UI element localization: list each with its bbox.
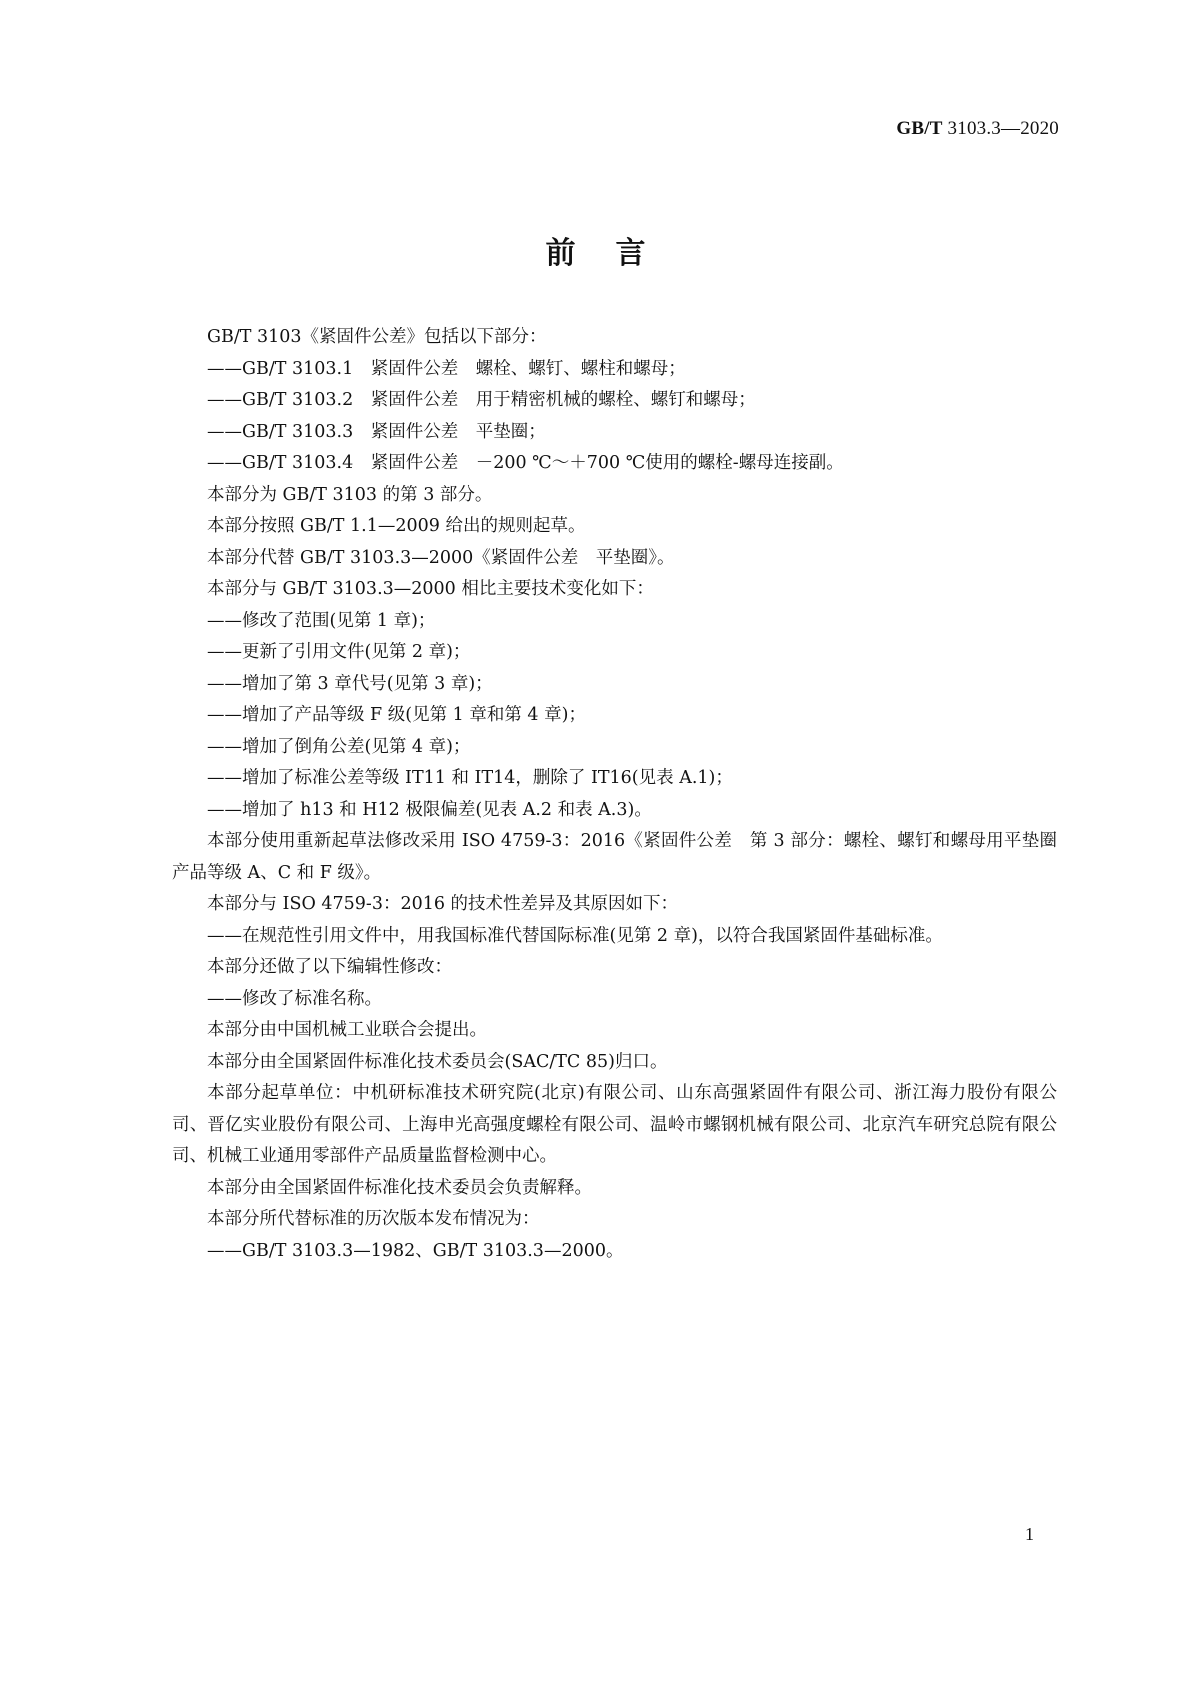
list-item-part-2: ——GB/T 3103.2 紧固件公差 用于精密机械的螺栓、螺钉和螺母；	[207, 390, 756, 410]
page-title: 前言	[545, 236, 686, 271]
paragraph-under-jurisdiction: 本部分由全国紧固件标准化技术委员会(SAC/TC 85)归口。	[207, 1051, 668, 1072]
list-item-part-3: ——GB/T 3103.3 紧固件公差 平垫圈；	[207, 421, 546, 442]
paragraph-editorial-intro: 本部分还做了以下编辑性修改：	[207, 957, 452, 977]
paragraph-intro: GB/T 3103《紧固件公差》包括以下部分：	[207, 327, 547, 347]
list-item-change: ——增加了产品等级 F 级(见第 1 章和第 4 章)；	[207, 705, 586, 725]
paragraph-differences-intro: 本部分与 ISO 4759-3：2016 的技术性差异及其原因如下：	[207, 894, 679, 914]
foreword-body	[172, 322, 1075, 1267]
paragraph-drafting-units: 本部分起草单位：中机研标准技术研究院(北京)有限公司、山东高强紧固件有限公司、浙江海力股份有限公司、晋亿实业股份有限公司、上海申光高强度螺栓有限公司、温岭市螺钢机械有限公司、北京汽车研究总院有限公司、机械工业通用零部件产品质量监督检测中心。	[172, 1083, 1057, 1166]
list-item-change: ——增加了第 3 章代号(见第 3 章)；	[207, 673, 493, 694]
list-item-difference: ——在规范性引用文件中，用我国标准代替国际标准(见第 2 章)，以符合我国紧固件基础标准。	[207, 925, 943, 946]
paragraph-history-intro: 本部分所代替标准的历次版本发布情况为：	[207, 1209, 540, 1229]
list-item-change: ——修改了范围(见第 1 章)；	[207, 610, 436, 631]
list-item-change: ——增加了标准公差等级 IT11 和 IT14，删除了 IT16(见表 A.1)；	[207, 768, 733, 788]
paragraph-changes-intro: 本部分与 GB/T 3103.3—2000 相比主要技术变化如下：	[207, 579, 654, 599]
list-item-change: ——增加了 h13 和 H12 极限偏差(见表 A.2 和表 A.3)。	[207, 799, 652, 820]
paragraph-proposed-by: 本部分由中国机械工业联合会提出。	[207, 1020, 487, 1040]
page-header-standard-number	[896, 118, 1059, 140]
standard-number: 3103.3—2020	[942, 118, 1059, 139]
paragraph-drafting-rules: 本部分按照 GB/T 1.1—2009 给出的规则起草。	[207, 516, 586, 536]
paragraph-interpretation: 本部分由全国紧固件标准化技术委员会负责解释。	[207, 1177, 592, 1198]
list-item-editorial: ——修改了标准名称。	[207, 988, 382, 1009]
list-item-part-4: ——GB/T 3103.4 紧固件公差 －200 ℃～＋700 ℃使用的螺栓-螺母连接副。	[207, 453, 844, 473]
list-item-part-1: ——GB/T 3103.1 紧固件公差 螺栓、螺钉、螺柱和螺母；	[207, 358, 686, 379]
list-item-change: ——更新了引用文件(见第 2 章)；	[207, 642, 471, 662]
list-item-history: ——GB/T 3103.3—1982、GB/T 3103.3—2000。	[207, 1240, 624, 1261]
paragraph-part-of: 本部分为 GB/T 3103 的第 3 部分。	[207, 484, 493, 505]
paragraph-replaces: 本部分代替 GB/T 3103.3—2000《紧固件公差 平垫圈》。	[207, 547, 675, 568]
paragraph-iso-adoption: 本部分使用重新起草法修改采用 ISO 4759-3：2016《紧固件公差 第 3 部分：螺栓、螺钉和螺母用平垫圈 产品等级 A、C 和 F 级》。	[172, 831, 1075, 883]
list-item-change: ——增加了倒角公差(见第 4 章)；	[207, 736, 471, 757]
standard-prefix: GB/T	[896, 118, 943, 139]
page-number: 1	[1025, 1524, 1034, 1544]
